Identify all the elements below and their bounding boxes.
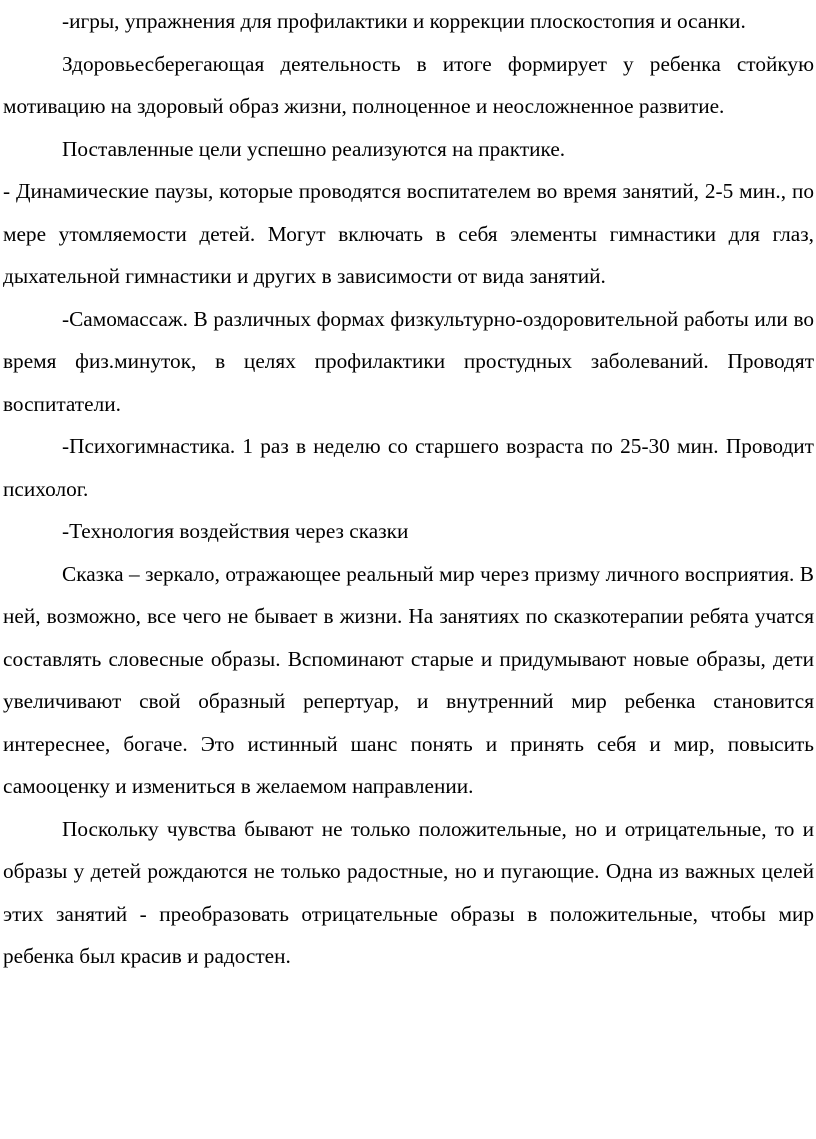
paragraph-psycho-gymnastics: -Психогимнастика. 1 раз в неделю со старшего возраста по 25-30 мин. Проводит психолог. bbox=[3, 434, 814, 501]
paragraph-health-motivation: Здоровьесберегающая деятельность в итоге формирует у ребенка стойкую мотивацию на здоровый образ жизни, полноценное и неосложненное развитие. bbox=[3, 51, 814, 118]
paragraph-fairy-tale-mirror: Сказка – зеркало, отражающее реальный мир через призму личного восприятия. В ней, возможно, все чего не бывает в жизни. На занятиях по сказкотерапии ребята учатся составлять словесные образы. Вспоминают старые и придумывают новые образы, дети увеличивают свой образный репертуар, и внутренний мир ребенка становится интереснее, богаче. Это истинный шанс понять и принять себя и мир, повысить самооценку и измениться в желаемом направлении. bbox=[3, 561, 814, 798]
paragraph-goals: Поставленные цели успешно реализуются на практике. bbox=[62, 136, 566, 161]
paragraph-dynamic-pauses: - Динамические паузы, которые проводятся воспитателем во время занятий, 2-5 мин., по мере утомляемости детей. Могут включать в себя элементы гимнастики для глаз, дыхательной гимнастики и других в зависимости от вида занятий. bbox=[3, 179, 814, 288]
paragraph-exercises: -игры, упражнения для профилактики и коррекции плоскостопия и осанки. bbox=[62, 9, 746, 33]
paragraph-fairy-tale-technology: -Технология воздействия через сказки bbox=[62, 519, 409, 543]
paragraph-self-massage: -Самомассаж. В различных формах физкультурно-оздоровительной работы или во время физ.минуток, в целях профилактики простудных заболеваний. Проводят воспитатели. bbox=[3, 306, 814, 416]
paragraph-feelings: Поскольку чувства бывают не только положительные, но и отрицательные, то и образы у детей рождаются не только радостные, но и пугающие. Одна из важных целей этих занятий - преобразовать отрицательные образы в положительные, чтобы мир ребенка был красив и радостен. bbox=[3, 816, 814, 968]
